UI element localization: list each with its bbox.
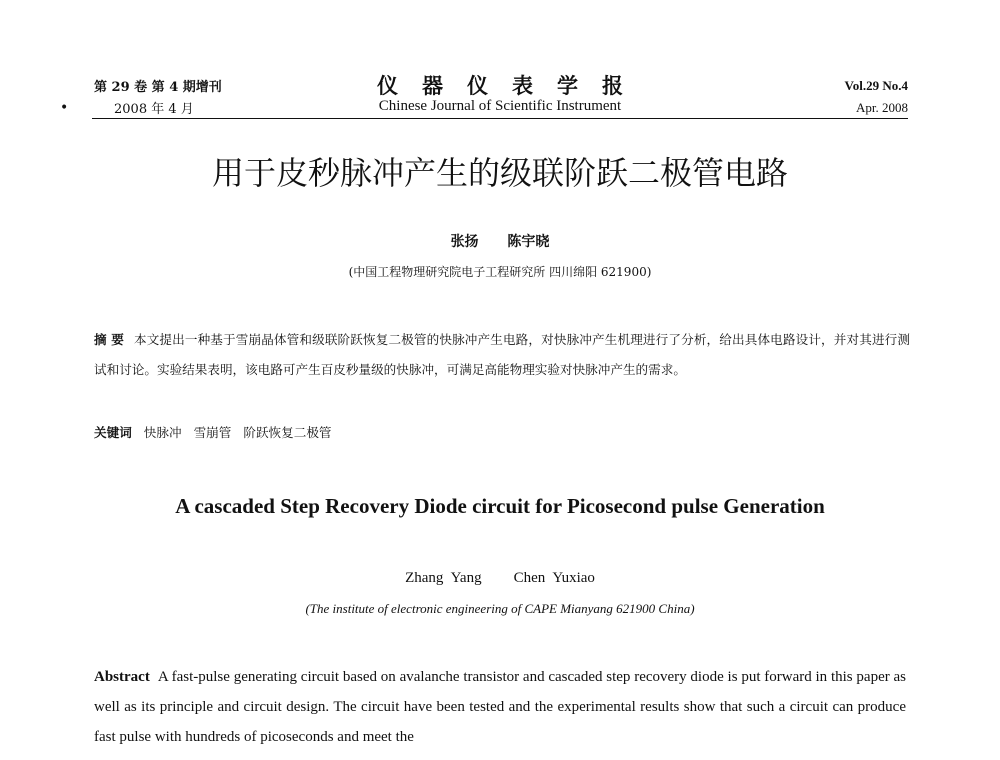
- header-volume-issue: 第 29 卷 第 4 期增刊: [94, 80, 222, 95]
- header-volume-en: Vol.29 No.4: [844, 78, 908, 93]
- affiliation-en: (The institute of electronic engineering of CAPE Mianyang 621900 China): [305, 601, 695, 616]
- abstract-cn: [94, 325, 910, 385]
- abstract-en: [94, 662, 906, 752]
- author-en: Zhang Yang: [405, 570, 482, 586]
- keywords-cn: [94, 422, 344, 441]
- journal-name-en: Chinese Journal of Scientific Instrument: [378, 98, 622, 114]
- journal-name-cn: 仪器仪表学报: [377, 73, 647, 98]
- header-date-en: Apr. 2008: [856, 100, 908, 115]
- header-date-cn: 2008 年 4 月: [114, 102, 194, 117]
- abstract-cn-text: 本文提出一种基于雪崩晶体管和级联阶跃恢复二极管的快脉冲产生电路，对快脉冲产生机理进行了分析，给出具体电路设计，并对其进行测试和讨论。实验结果表明，该电路可产生百皮秒量级的快脉冲，可满足高能物理实验对快脉冲产生的需求。: [94, 332, 910, 377]
- keywords-cn-label: 关键词: [94, 425, 132, 440]
- abstract-cn-label: 摘 要: [94, 332, 124, 347]
- paper-title-cn: 用于皮秒脉冲产生的级联阶跃二极管电路: [211, 154, 788, 192]
- abstract-en-label: Abstract: [94, 669, 150, 685]
- affiliation-cn: (中国工程物理研究院电子工程研究所 四川绵阳 621900): [348, 265, 652, 279]
- author-en: Chen Yuxiao: [513, 570, 595, 586]
- authors-en: [0, 570, 1000, 587]
- keyword-item: 阶跃恢复二极管: [243, 425, 332, 440]
- margin-mark: •: [60, 100, 69, 116]
- paper-title-en: A cascaded Step Recovery Diode circuit for Picosecond pulse Generation: [175, 494, 825, 518]
- keyword-item: 快脉冲: [143, 425, 182, 440]
- abstract-en-text: A fast-pulse generating circuit based on avalanche transistor and cascaded step recovery diode is put forward in this paper as well as its principle and circuit design. The circuit have been tested and the experimental results show that such a circuit can produce fast pulse with hundreds of picoseconds and meet the: [94, 669, 906, 745]
- keyword-item: 雪崩管: [193, 425, 232, 440]
- authors-cn: 张扬 陈宇晓: [450, 234, 550, 250]
- header-rule: [92, 118, 908, 119]
